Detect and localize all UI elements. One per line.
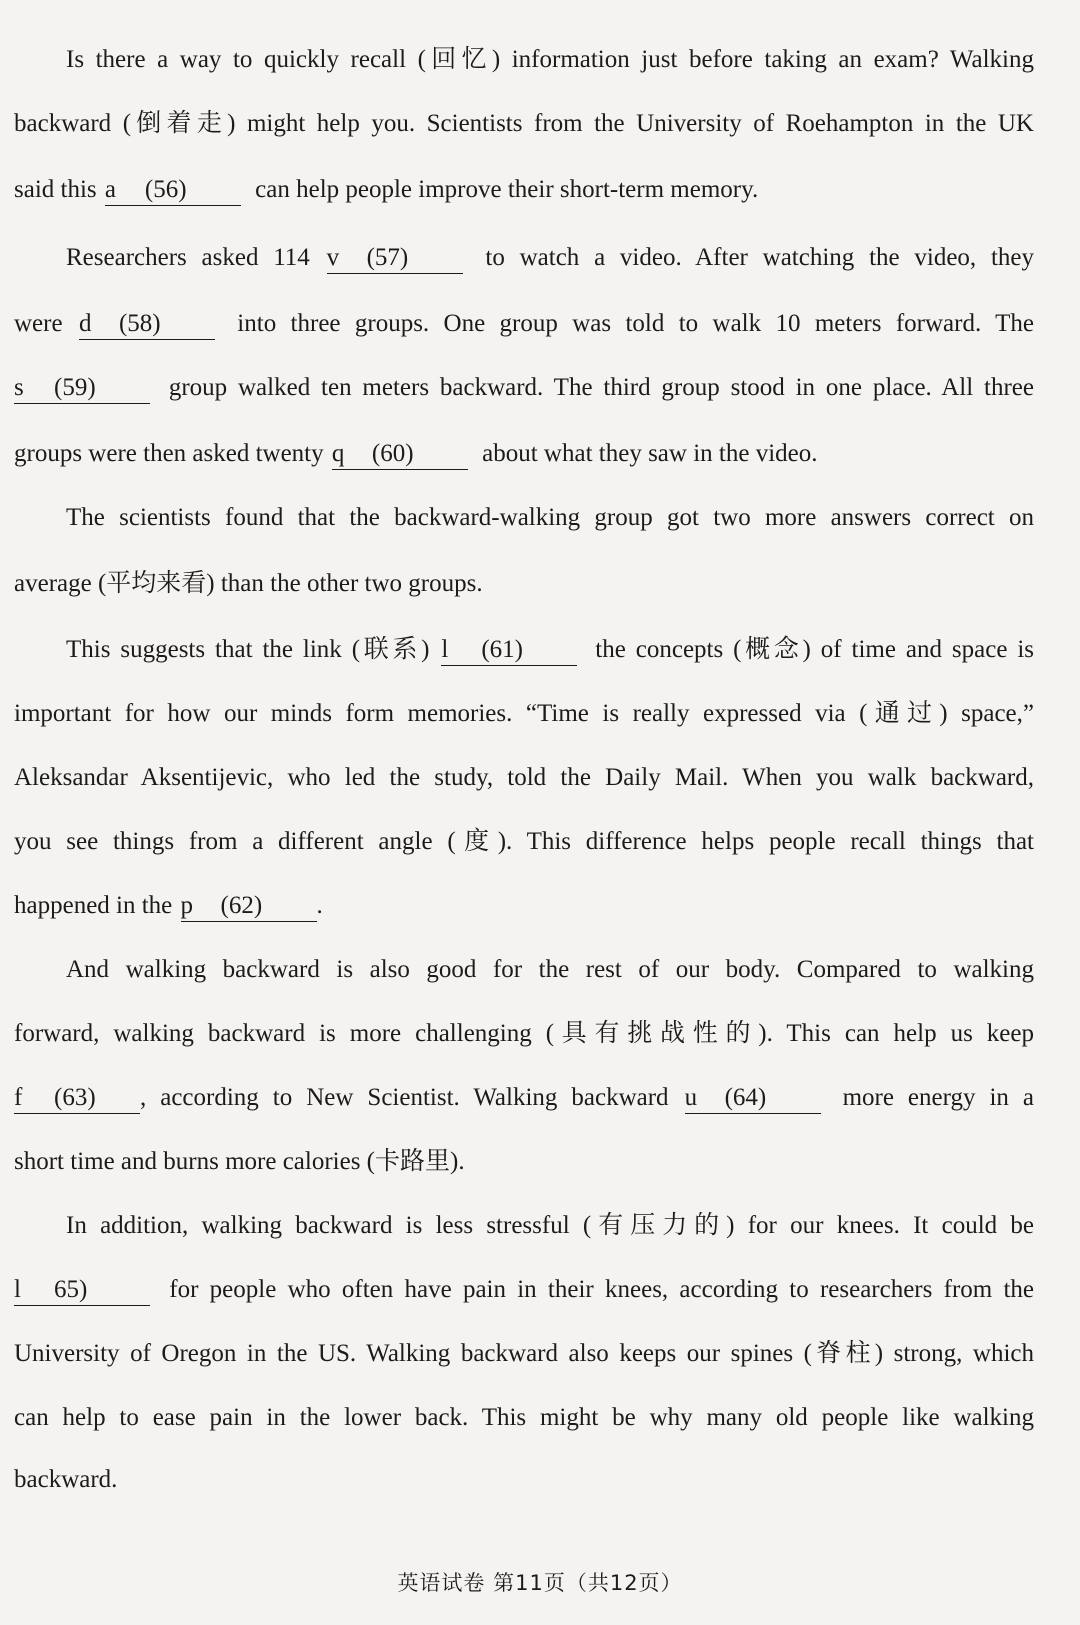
text-line: Researchers asked 114 v (57) to watch a video. After watching the video, they xyxy=(66,236,1034,280)
text-line: short time and burns more calories (卡路里). xyxy=(14,1148,465,1175)
text-line: The scientists found that the backward-walking group got two more answers correct on xyxy=(66,504,1034,531)
text-line: can help to ease pain in the lower back. This might be why many old people like walking xyxy=(14,1404,1034,1431)
text-line: you see things from a different angle (度). This difference helps people recall things that xyxy=(14,828,1034,855)
text-line: In addition, walking backward is less stressful (有压力的) for our knees. It could be xyxy=(66,1212,1034,1239)
answer-blank-56[interactable]: a (56) xyxy=(105,175,241,206)
answer-blank-61[interactable]: l (61) xyxy=(441,635,577,666)
text-line: important for how our minds form memories. “Time is really expressed via (通过) space,” xyxy=(14,700,1034,727)
text-line: Is there a way to quickly recall (回忆) information just before taking an exam? Walking xyxy=(66,46,1034,73)
text-line: were d (58) into three groups. One group was told to walk 10 meters forward. The xyxy=(14,302,1034,346)
answer-blank-57[interactable]: v (57) xyxy=(327,243,463,274)
text-line: This suggests that the link (联系) l (61) the concepts (概念) of time and space is xyxy=(66,628,1034,672)
text-line: s (59) group walked ten meters backward. The third group stood in one place. All three xyxy=(14,366,1034,410)
text-line: backward. xyxy=(14,1466,118,1493)
answer-blank-65[interactable]: l 65) xyxy=(14,1275,150,1306)
text-line: backward (倒着走) might help you. Scientists from the University of Roehampton in the UK xyxy=(14,110,1034,137)
answer-blank-64[interactable]: u (64) xyxy=(685,1083,821,1114)
answer-blank-59[interactable]: s (59) xyxy=(14,373,150,404)
text-line: groups were then asked twenty q (60) about what they saw in the video. xyxy=(14,432,1034,476)
answer-blank-62[interactable]: p (62) xyxy=(181,891,317,922)
answer-blank-63[interactable]: f (63) xyxy=(14,1083,140,1114)
text-line: l 65) for people who often have pain in their knees, according to researchers from the xyxy=(14,1268,1034,1312)
text-line: And walking backward is also good for the rest of our body. Compared to walking xyxy=(66,956,1034,983)
answer-blank-60[interactable]: q (60) xyxy=(332,439,468,470)
text-line: Aleksandar Aksentijevic, who led the study, told the Daily Mail. When you walk backward, xyxy=(14,764,1034,791)
text-line: said this a (56) can help people improve their short-term memory. xyxy=(14,168,1034,212)
page-footer: 英语试卷 第11页（共12页） xyxy=(397,1571,683,1595)
answer-blank-58[interactable]: d (58) xyxy=(79,309,215,340)
text-line: University of Oregon in the US. Walking backward also keeps our spines (脊柱) strong, which xyxy=(14,1340,1034,1367)
text-line: average (平均来看) than the other two groups. xyxy=(14,570,483,597)
text-line: f (63) , according to New Scientist. Walking backward u (64) more energy in a xyxy=(14,1076,1034,1120)
text-line: happened in the p (62) . xyxy=(14,884,1034,928)
text-line: forward, walking backward is more challenging (具有挑战性的). This can help us keep xyxy=(14,1020,1034,1047)
